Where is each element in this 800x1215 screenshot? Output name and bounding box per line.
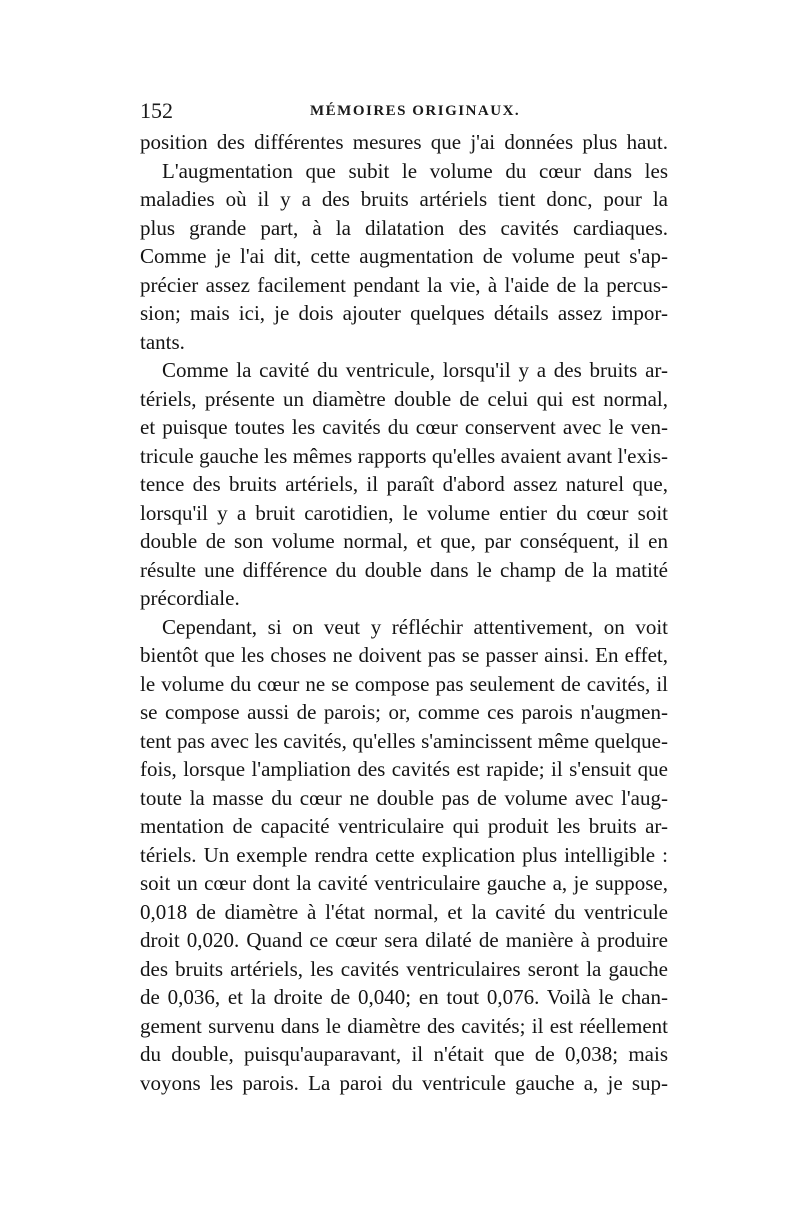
- text-line: lorsqu'il y a bruit carotidien, le volume entier du cœur soit: [140, 500, 668, 525]
- text-line: du double, puisqu'auparavant, il n'était que de 0,038; mais: [140, 1042, 668, 1066]
- text-line: toute la masse du cœur ne double pas de volume avec l'aug-: [140, 785, 668, 810]
- text-line: droit 0,020. Quand ce cœur sera dilaté de manière à produire: [140, 928, 668, 952]
- text-line: voyons les parois. La paroi du ventricule gauche a, je sup-: [140, 1070, 668, 1095]
- running-title: MÉMOIRES ORIGINAUX.: [310, 103, 521, 119]
- text-line: précordiale.: [140, 586, 240, 610]
- text-line: de 0,036, et la droite de 0,040; en tout 0,076. Voilà le chan-: [140, 985, 668, 1009]
- text-line: plus grande part, à la dilatation des cavités cardiaques.: [140, 215, 668, 240]
- page-number: 152: [140, 98, 173, 123]
- text-line: sion; mais ici, je dois ajouter quelques détails assez impor-: [140, 301, 668, 325]
- text-line: tricule gauche les mêmes rapports qu'elles avaient avant l'exis-: [140, 443, 668, 468]
- text-line: double de son volume normal, et que, par conséquent, il en: [140, 529, 668, 553]
- text-line: maladies où il y a des bruits artériels tient donc, pour la: [140, 187, 668, 211]
- text-line: précier assez facilement pendant la vie, à l'aide de la percus-: [140, 272, 668, 297]
- text-line: se compose aussi de parois; or, comme ces parois n'augmen-: [140, 700, 668, 724]
- text-line: tants.: [140, 329, 185, 354]
- text-line: tériels, présente un diamètre double de celui qui est normal,: [140, 386, 668, 411]
- body-text: [140, 128, 668, 1097]
- text-line: et puisque toutes les cavités du cœur conservent avec le ven-: [140, 415, 668, 439]
- text-line: résulte une différence du double dans le champ de la matité: [140, 557, 668, 582]
- text-line: gement survenu dans le diamètre des cavités; il est réellement: [140, 1013, 668, 1038]
- text-line: tériels. Un exemple rendra cette explication plus intelligible :: [140, 842, 668, 867]
- text-line: Comme je l'ai dit, cette augmentation de volume peut s'ap-: [140, 244, 668, 268]
- text-line: le volume du cœur ne se compose pas seulement de cavités, il: [140, 671, 668, 696]
- text-line: mentation de capacité ventriculaire qui produit les bruits ar-: [140, 814, 668, 838]
- text-line: position des différentes mesures que j'ai données plus haut.: [140, 130, 668, 154]
- text-line: fois, lorsque l'ampliation des cavités est rapide; il s'ensuit que: [140, 757, 668, 781]
- page-header: [140, 96, 668, 126]
- text-line: bientôt que les choses ne doivent pas se passer ainsi. En effet,: [140, 643, 668, 667]
- text-line: des bruits artériels, les cavités ventriculaires seront la gauche: [140, 956, 668, 981]
- text-line: tent pas avec les cavités, qu'elles s'amincissent même quelque-: [140, 728, 668, 753]
- text-line: L'augmentation que subit le volume du cœur dans les: [162, 158, 668, 183]
- text-line: Cependant, si on veut y réfléchir attentivement, on voit: [162, 614, 668, 639]
- text-line: Comme la cavité du ventricule, lorsqu'il y a des bruits ar-: [162, 358, 668, 382]
- text-line: tence des bruits artériels, il paraît d'abord assez naturel que,: [140, 472, 668, 496]
- text-line: 0,018 de diamètre à l'état normal, et la cavité du ventricule: [140, 899, 668, 924]
- text-line: soit un cœur dont la cavité ventriculaire gauche a, je suppose,: [140, 871, 668, 895]
